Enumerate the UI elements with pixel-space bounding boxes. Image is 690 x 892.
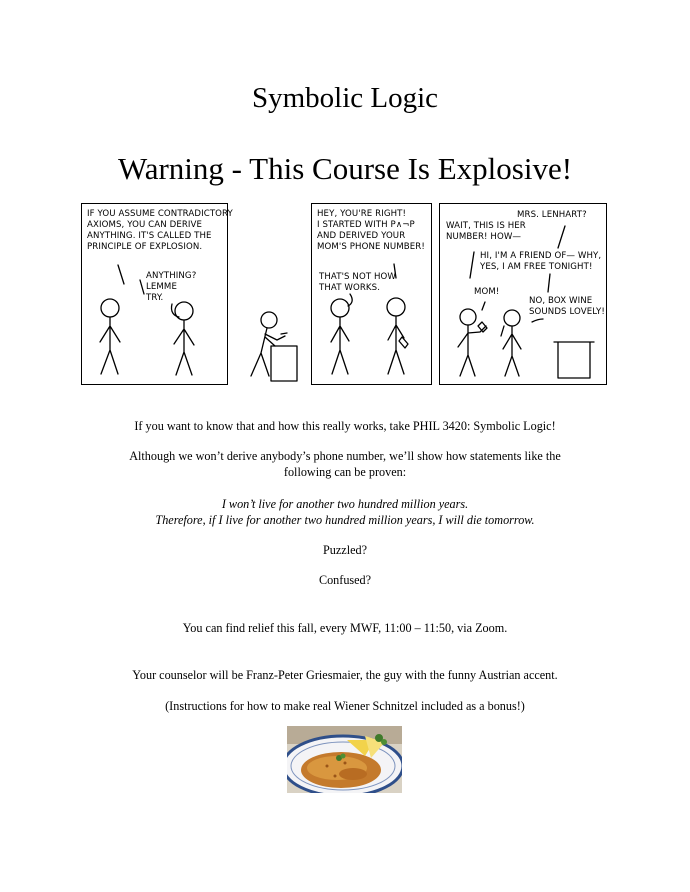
confused-text: Confused? — [318, 573, 372, 587]
comic-panel-2 — [311, 203, 432, 385]
panel3-friend: HI, I'M A FRIEND OF— WHY, YES, I AM FREE TONIGHT! — [480, 251, 602, 272]
panel1-reply: ANYTHING? LEMME TRY. — [146, 271, 197, 303]
quote-line-1: I won’t live for another two hundred million years. — [221, 497, 469, 511]
comic-panel-3 — [439, 203, 607, 385]
quote-line-2: Therefore, if I live for another two hundred million years, I will die tomorrow. — [155, 513, 535, 527]
panel3-box-wine: NO, BOX WINE SOUNDS LOVELY! — [529, 296, 605, 317]
counselor-text: Your counselor will be Franz-Peter Griesmaier, the guy with the funny Austrian accent. — [132, 668, 558, 682]
puzzled-text: Puzzled? — [323, 543, 367, 557]
panel2-reply: THAT'S NOT HOW THAT WORKS. — [319, 272, 397, 293]
panel3-wait: WAIT, THIS IS HER NUMBER! HOW— — [446, 221, 526, 242]
course-title: Symbolic Logic — [251, 82, 439, 114]
course-warning: Warning - This Course Is Explosive! — [117, 151, 573, 186]
panel3-drawing — [440, 204, 608, 386]
derive-text-line-2: following can be proven: — [283, 465, 407, 479]
panel2-speech: HEY, YOU'RE RIGHT! I STARTED WITH P∧¬P AND DERIVED YOUR MOM'S PHONE NUMBER! — [317, 209, 425, 252]
panel2-drawing — [312, 204, 433, 386]
xkcd-comic — [81, 203, 608, 386]
bonus-text: (Instructions for how to make real Wiener Schnitzel included as a bonus!) — [165, 699, 525, 713]
panel1-caption: IF YOU ASSUME CONTRADICTORY AXIOMS, YOU CAN DERIVE ANYTHING. IT'S CALLED THE PRINCIPLE OF EXPLOSION. — [87, 209, 233, 252]
panel3-mom: MOM! — [474, 287, 500, 297]
schedule-text: You can find relief this fall, every MWF, 11:00 – 11:50, via Zoom. — [182, 621, 508, 635]
wiener-schnitzel-photo — [287, 726, 402, 793]
derive-text-line-1: Although we won’t derive anybody’s phone number, we’ll show how statements like the — [129, 449, 561, 463]
panel3-mrs-lenhart: MRS. LENHART? — [517, 210, 587, 220]
intro-text: If you want to know that and how this really works, take PHIL 3420: Symbolic Logic! — [134, 419, 556, 433]
